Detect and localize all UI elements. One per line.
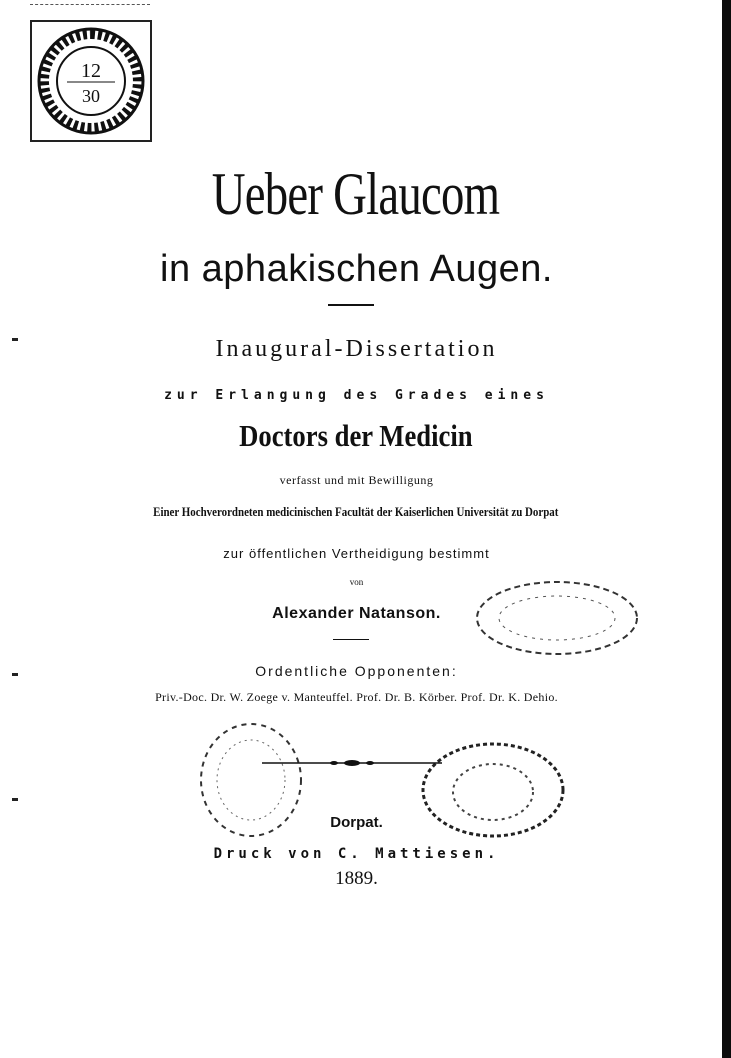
oval-stamp — [472, 578, 642, 658]
verfasst-line: verfasst und mit Bewilligung — [279, 473, 434, 487]
divider-rule — [328, 304, 374, 306]
stamp-number-top: 12 — [81, 60, 101, 82]
doctors-heading: Doctors der Medicin — [239, 418, 473, 453]
printer-line: Druck von C. Mattiesen. — [213, 846, 500, 862]
page-edge-shadow — [722, 0, 731, 1058]
page-top-edge — [30, 4, 150, 7]
faculty-line: Einer Hochverordneten medicinischen Facultät der Kaiserlichen Universität zu Dorpat — [153, 504, 559, 519]
vertheidigung-line: zur öffentlichen Vertheidigung bestimmt — [223, 546, 490, 561]
page-subtitle: in aphakischen Augen. — [160, 248, 553, 290]
opponenten-heading: Ordentliche Opponenten: — [255, 663, 458, 679]
page-title: Ueber Glaucom — [211, 161, 500, 227]
opponents-list: Priv.-Doc. Dr. W. Zoege v. Manteuffel. Prof. Dr. B. Körber. Prof. Dr. K. Dehio. — [155, 690, 558, 704]
ornamental-rule — [262, 756, 442, 770]
author-rule — [333, 639, 369, 640]
library-stamp — [30, 20, 152, 142]
place-of-print: Dorpat. — [330, 814, 383, 831]
erlangung-line: zur Erlangung des Grades eines — [164, 388, 549, 403]
publication-year: 1889. — [335, 868, 378, 889]
edge-speck — [12, 798, 18, 801]
library-stamp-seal — [32, 22, 150, 140]
von-line: von — [349, 577, 364, 587]
stamp-number-bottom: 30 — [82, 86, 100, 106]
author-name: Alexander Natanson. — [272, 605, 441, 622]
dissertation-heading: Inaugural-Dissertation — [215, 336, 498, 362]
